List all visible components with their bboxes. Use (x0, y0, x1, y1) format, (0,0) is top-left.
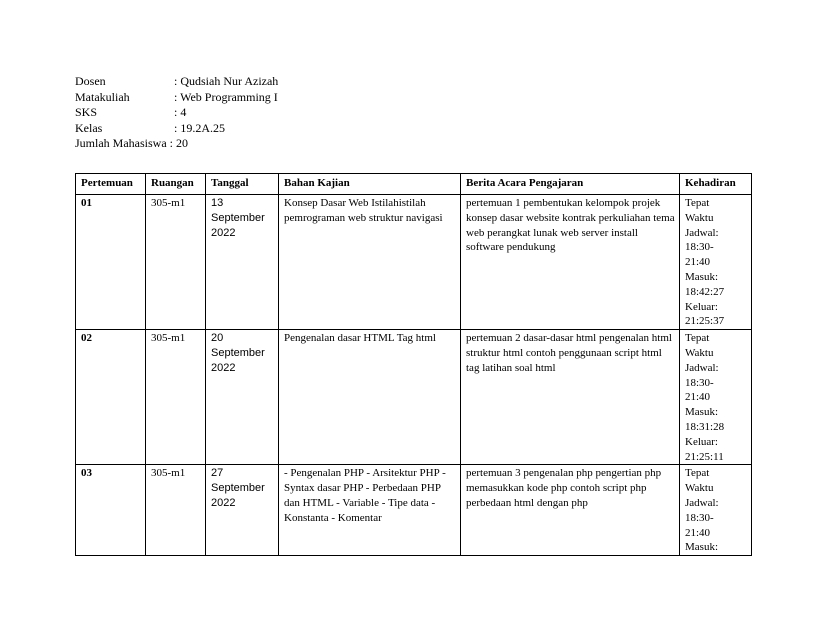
cell-kehadiran (680, 330, 752, 465)
table-row (76, 465, 752, 556)
header-bahan-kajian: Bahan Kajian (279, 174, 461, 195)
kehadiran-line: Masuk: (685, 270, 718, 283)
cell-kehadiran (680, 465, 752, 556)
kehadiran-line: Keluar: (685, 435, 718, 448)
cell-pertemuan: 01 (76, 195, 146, 330)
meta-value: : 4 (174, 105, 187, 119)
meta-sks (75, 105, 278, 121)
kehadiran-line: Keluar: (685, 300, 718, 313)
kehadiran-line: Tepat (685, 197, 710, 209)
kehadiran-line: Waktu (685, 346, 714, 359)
cell-tanggal: 13 September 2022 (206, 195, 279, 330)
header-tanggal: Tanggal (206, 174, 279, 195)
meta-label: Jumlah Mahasiswa (75, 136, 167, 150)
course-info (75, 74, 278, 152)
kehadiran-line: 21:40 (685, 526, 711, 539)
kehadiran-line: Masuk: (685, 406, 718, 419)
meta-label: Matakuliah (75, 89, 130, 104)
meta-value: : 20 (169, 136, 188, 150)
kehadiran-line: Waktu (685, 211, 714, 224)
kehadiran-line: Jadwal: (685, 496, 719, 509)
kehadiran-line: Tepat (685, 467, 710, 480)
kehadiran-line: 18:30- (685, 241, 714, 254)
meta-value: : Qudsiah Nur Azizah (174, 74, 279, 88)
header-kehadiran: Kehadiran (680, 174, 752, 195)
header-berita-acara: Berita Acara Pengajaran (461, 174, 680, 195)
kehadiran-line: Jadwal: (685, 361, 719, 374)
meta-matakuliah (75, 90, 278, 106)
table-row (76, 330, 752, 465)
cell-ruangan: 305-m1 (146, 465, 206, 556)
kehadiran-line: 18:42:27 (685, 285, 725, 298)
kehadiran-line: 21:40 (685, 391, 711, 404)
header-ruangan: Ruangan (146, 174, 206, 195)
meta-value: : 19.2A.25 (174, 120, 225, 135)
meta-value: : Web Programming I (174, 89, 278, 104)
table-row (76, 195, 752, 330)
cell-berita-acara: pertemuan 3 pengenalan php pengertian php memasukkan kode php contoh script php perbedaan html dengan php (461, 465, 680, 556)
kehadiran-line: 18:30- (685, 376, 714, 389)
kehadiran-line: Tepat (685, 332, 710, 345)
meta-label: Dosen (75, 74, 106, 88)
cell-berita-acara: pertemuan 2 dasar-dasar html pengenalan html struktur html contoh penggunaan script html tag latihan soal html (461, 330, 680, 465)
cell-ruangan: 305-m1 (146, 330, 206, 465)
meta-label: Kelas (75, 120, 103, 135)
kehadiran-line: Masuk: (685, 541, 718, 554)
meta-label: SKS (75, 105, 98, 119)
meta-dosen (75, 74, 278, 90)
table-header-row (76, 174, 752, 195)
cell-tanggal: 20 September 2022 (206, 330, 279, 465)
meta-kelas (75, 121, 278, 137)
kehadiran-line: 18:30- (685, 511, 714, 524)
cell-bahan-kajian: Konsep Dasar Web Istilahistilah pemrograman web struktur navigasi (279, 195, 461, 330)
kehadiran-line: 21:40 (685, 256, 711, 269)
cell-ruangan: 305-m1 (146, 195, 206, 330)
cell-bahan-kajian: - Pengenalan PHP - Arsitektur PHP - Syntax dasar PHP - Perbedaan PHP dan HTML - Variable - Tipe data - Konstanta - Komentar (279, 465, 461, 556)
cell-tanggal: 27 September 2022 (206, 465, 279, 556)
cell-pertemuan: 02 (76, 330, 146, 465)
kehadiran-line: 18:31:28 (685, 420, 725, 433)
kehadiran-line: Waktu (685, 482, 714, 495)
cell-kehadiran (680, 195, 752, 330)
kehadiran-line: 21:25:11 (685, 450, 724, 463)
kehadiran-line: Jadwal: (685, 226, 719, 239)
schedule-table (75, 173, 752, 556)
meta-jumlah-mahasiswa (75, 136, 278, 152)
kehadiran-line: 21:25:37 (685, 315, 725, 328)
header-pertemuan: Pertemuan (76, 174, 146, 195)
cell-berita-acara: pertemuan 1 pembentukan kelompok projek konsep dasar website kontrak perkuliahan tema web perangkat lunak web server install software pendukung (461, 195, 680, 330)
cell-pertemuan: 03 (76, 465, 146, 556)
cell-bahan-kajian: Pengenalan dasar HTML Tag html (279, 330, 461, 465)
